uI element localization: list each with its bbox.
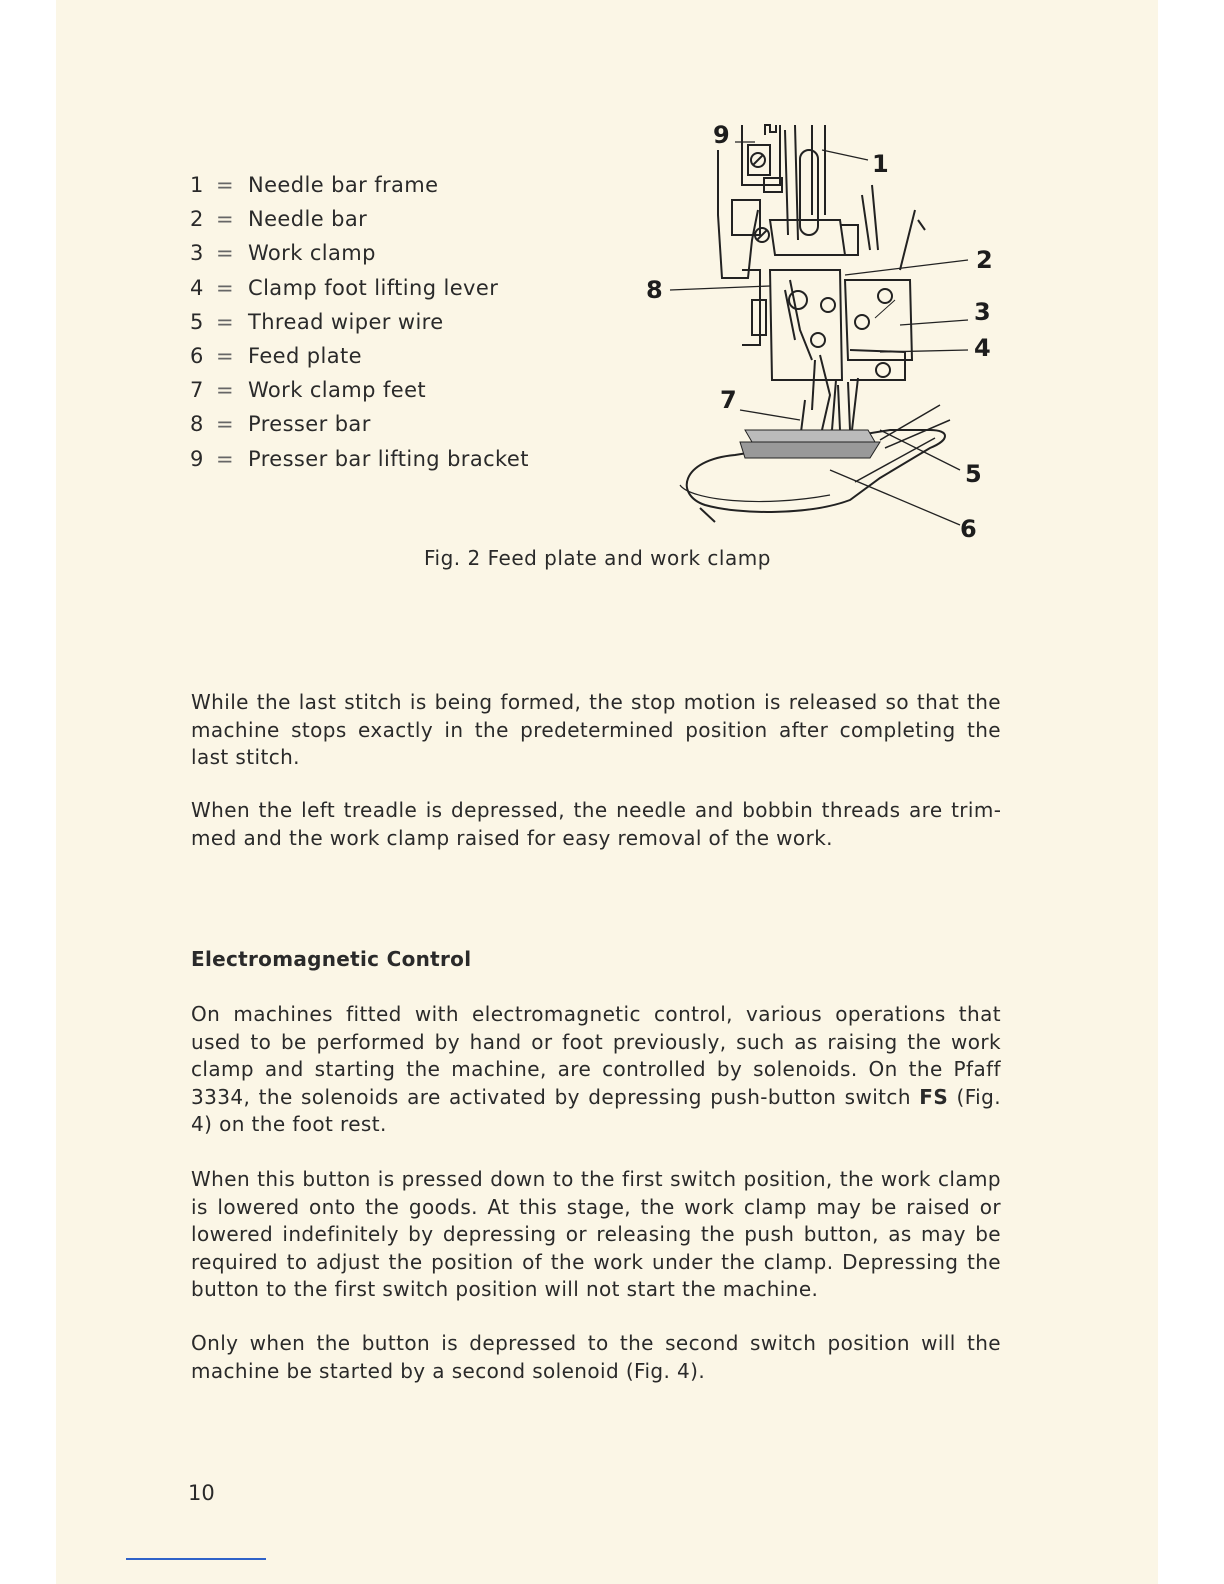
legend-label: Needle bar [248, 207, 368, 232]
legend-number: 3 [190, 241, 204, 266]
legend-label: Work clamp [248, 241, 376, 266]
legend-equals: = [216, 446, 234, 471]
paragraph-text: (Fig. 4) on the foot rest. [191, 1084, 1001, 1137]
legend-label: Presser bar [248, 412, 371, 437]
callout-label: 9 [713, 121, 730, 149]
callout-label: 8 [646, 276, 663, 304]
section-heading: Electromagnetic Control [191, 947, 472, 971]
legend-item [190, 271, 529, 305]
legend-label: Needle bar frame [248, 173, 439, 197]
legend-item [190, 202, 529, 236]
legend-number: 4 [190, 275, 204, 300]
legend-label: Clamp foot lifting lever [248, 275, 499, 300]
paragraph-text: On machines fitted with electromagnetic control, various operations that used to be performed by hand or foot previously, such as raising the work clamp and starting the machine, are controlled by solenoids. On the Pfaff 3334, the solenoids are activated by depressing push-button switch [191, 1002, 1001, 1109]
legend-number: 6 [190, 344, 204, 369]
legend-number: 9 [190, 446, 204, 471]
callout-label: 7 [720, 386, 737, 414]
legend-item [190, 236, 529, 270]
callout-label: 2 [976, 246, 993, 274]
legend-number: 5 [190, 309, 204, 334]
callout-label: 5 [965, 460, 982, 488]
legend-item [190, 339, 529, 373]
legend-equals: = [216, 207, 234, 232]
legend-label: Work clamp feet [248, 378, 427, 403]
figure-caption: Fig. 2 Feed plate and work clamp [424, 546, 771, 570]
legend-equals: = [216, 344, 234, 369]
legend-equals: = [216, 275, 234, 300]
callout-label: 6 [960, 515, 977, 543]
paragraph-second-switch: Only when the button is depressed to the second switch position will the machine be started by a second solenoid (Fig. 4). [191, 1331, 1001, 1383]
legend-equals: = [216, 309, 234, 334]
legend-number: 8 [190, 412, 204, 437]
callout-label: 1 [872, 150, 889, 178]
legend-number: 1 [190, 173, 204, 197]
legend-equals: = [216, 173, 234, 197]
legend-item [190, 442, 529, 476]
legend-label: Presser bar lifting bracket [248, 446, 529, 471]
paragraph-first-switch: When this button is pressed down to the first switch position, the work clamp is lowered onto the goods. At this stage, the work clamp may be raised or lowered indefinitely by depressing or releasing the push button, as may be required to adjust the position of the work under the clamp. Depressing the button to the first switch position will not start the machine. [191, 1167, 1001, 1302]
switch-label: FS [919, 1084, 949, 1109]
legend-equals: = [216, 412, 234, 437]
legend-number: 2 [190, 207, 204, 232]
legend-equals: = [216, 378, 234, 403]
page-number: 10 [188, 1481, 215, 1505]
footer-rule [126, 1558, 266, 1560]
paragraph-treadle: When the left treadle is depressed, the needle and bobbin threads are trimmed and the work clamp raised for easy removal of the work. [191, 798, 1001, 850]
legend-label: Feed plate [248, 344, 362, 369]
legend-item [190, 407, 529, 441]
legend-number: 7 [190, 378, 204, 403]
legend-item [190, 373, 529, 407]
paragraph-stop-motion: While the last stitch is being formed, the stop motion is released so that the machine stops exactly in the predetermined position after completing the last stitch. [191, 690, 1001, 770]
paragraph-electromagnetic [191, 1001, 1001, 1139]
legend-item [190, 305, 529, 339]
machine-drawing [670, 125, 968, 525]
legend-equals: = [216, 241, 234, 266]
sewing-machine-figure [640, 115, 1020, 545]
parts-legend [190, 168, 529, 476]
callout-label: 3 [974, 298, 991, 326]
callout-label: 4 [974, 334, 991, 362]
legend-label: Thread wiper wire [248, 309, 444, 334]
legend-item [190, 168, 529, 202]
